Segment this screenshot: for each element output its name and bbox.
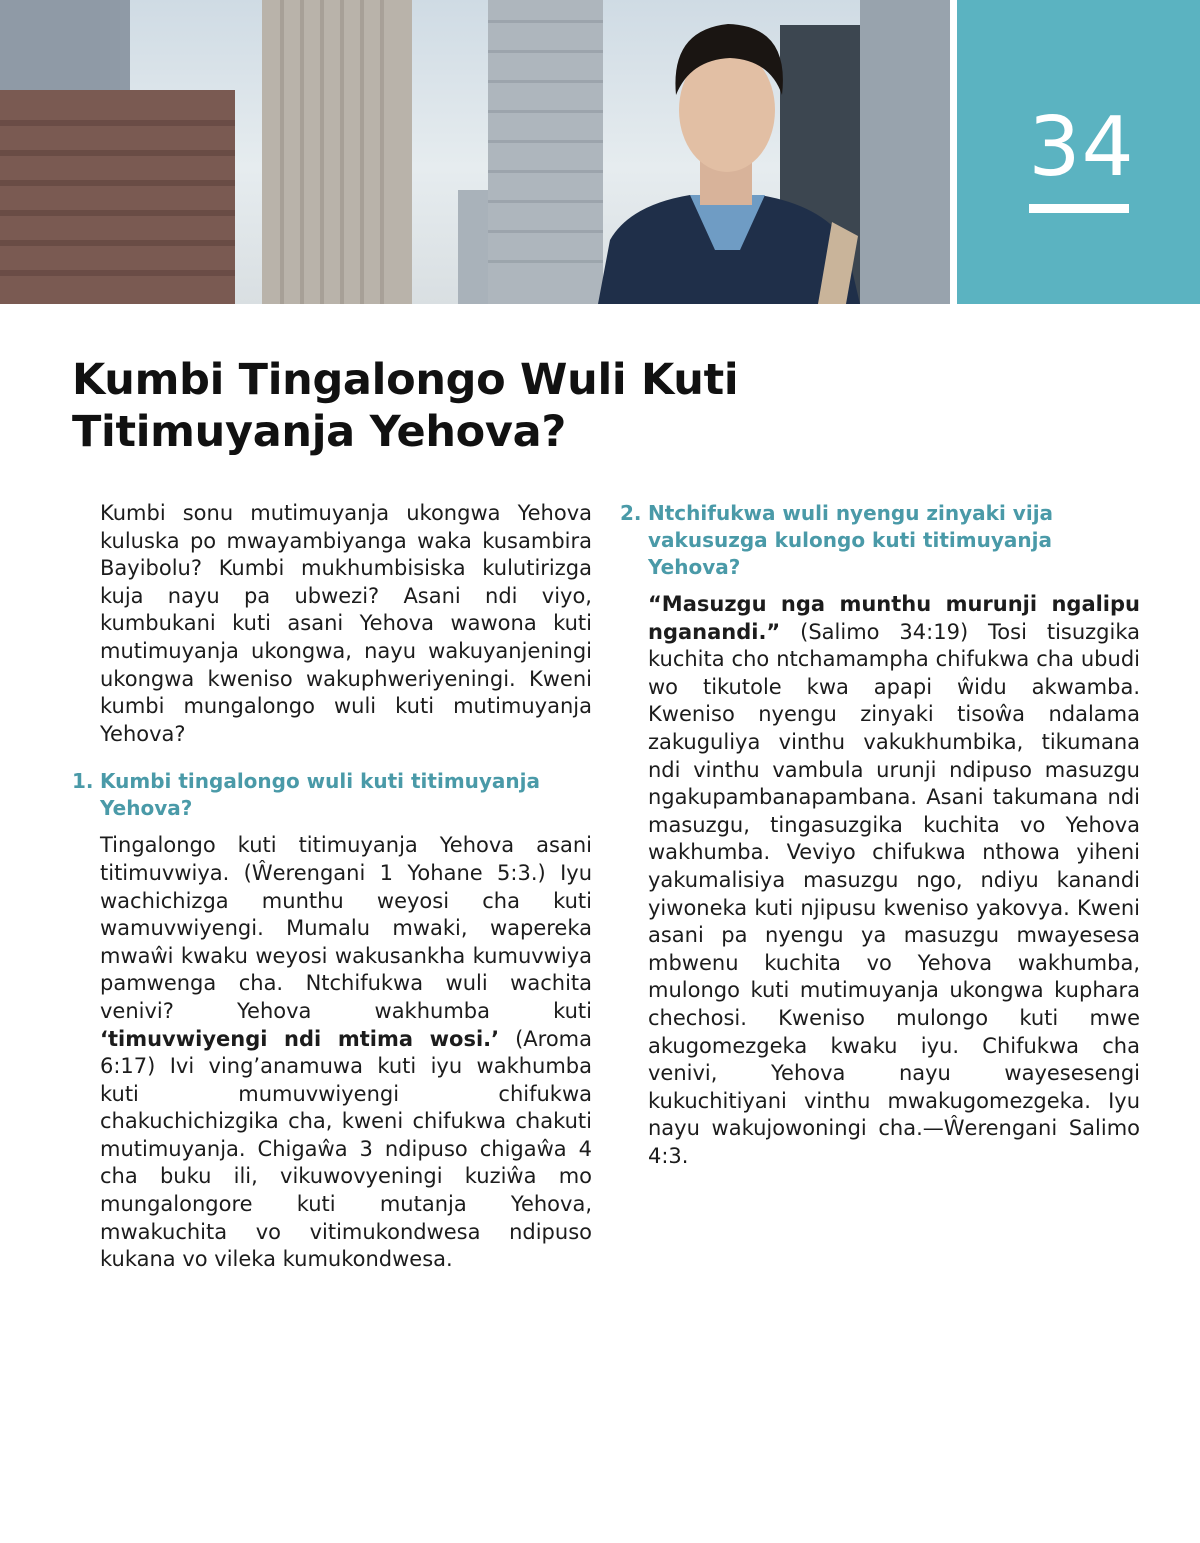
- building: [488, 0, 603, 304]
- left-column: [72, 500, 592, 1274]
- question-number: 1.: [72, 769, 94, 794]
- city-skyline-photo: [0, 0, 950, 304]
- answer-text: (Aroma 6:17) Ivi ving’anamuwa kuti iyu wakhumba kuti mumuvwiyengi chifukwa chakuchichizgika cha, kweni chifukwa chakuti mutimuyanja. Chigaŵa 3 ndipuso chigaŵa 4 cha buku ili, vikuwovyeningi kuziŵa mo mungalongore kuti mutanja Yehova, mwakuchita vo vitimukondwesa ndipuso kukana vo vileka kumukondwesa.: [100, 1026, 592, 1272]
- question-1: [72, 768, 592, 822]
- question-number: 2.: [620, 501, 642, 525]
- intro-paragraph: Kumbi sonu mutimuyanja ukongwa Yehova kuluska po mwayambiyanga waka kusambira Bayibolu? Kumbi mukhumbisiska kulutirizga kuja nayu pa ubwezi? Asani ndi viyo, kumbukani kuti asani Yehova wawona kuti mutimuyanja ukongwa, nayu wakuyanjeningi ukongwa kweniso wakuphweriyeningi. Kweni kumbi mungalongo wuli kuti mutimuyanja Yehova?: [100, 501, 592, 746]
- answer-emphasis: “Masuzgu nga munthu murunji ngalipu nganandi.”: [648, 592, 1140, 644]
- answer-text: (Salimo 34:19) Tosi tisuzgika kuchita cho ntchamampha chifukwa cha ubudi wo tikutole kwa apapi ŵidu akwamba. Kweniso nyengu zinyaki tisoŵa ndalama zakuguliya vinthu vakukhumbika, tikumana ndi vinthu vambula urunji ndipuso masuzgu ngakupambanapambana. Asani takumana ndi masuzgu, tingasuzgika kuchita vo Yehova wakhumba. Veviyo chifukwa nthowa yiheni yakumalisiya masuzgu ngo, ndiyu kanandi yiwoneka kuti njipusu kweniso yakovya. Kweni asani pa nyengu ya masuzgu mwayesesa mbwenu kuchita vo Yehova wakhumba, mulongo kuti mutimuyanja ukongwa kuphara chechosi. Kweniso mulongo kuti mwe akugomezgeka kwaku iyu. Chifukwa cha venivi, Yehova nayu wayesesengi kukuchitiyani vinthu mwakugomezgeka. Iyu nayu wakujowoningi cha.—Ŵerengani Salimo 4:3.: [648, 619, 1140, 1168]
- building: [262, 0, 412, 304]
- question-text: Kumbi tingalongo wuli kuti titimuyanja Yehova?: [100, 769, 541, 821]
- answer-1: [72, 832, 592, 1274]
- question-2: [620, 500, 1140, 581]
- answer-emphasis: ‘timuvwiyengi ndi mtima wosi.’: [100, 1026, 500, 1051]
- lesson-number: 34: [1028, 100, 1135, 195]
- right-column: [620, 500, 1140, 1170]
- page-title: Kumbi Tingalongo Wuli Kuti Titimuyanja Yehova?: [72, 355, 739, 457]
- question-text: Ntchifukwa wuli nyengu zinyaki vija vakusuzga kulongo kuti titimuyanja Yehova?: [648, 501, 1054, 579]
- lesson-number-badge: [957, 0, 1200, 304]
- answer-2: [620, 591, 1140, 1170]
- building: [860, 0, 950, 304]
- header-photo: [0, 0, 950, 304]
- lesson-underline: [1029, 204, 1129, 213]
- answer-text: Tingalongo kuti titimuyanja Yehova asani titimuvwiya. (Ŵerengani 1 Yohane 5:3.) Iyu wachichizga munthu weyosi cha kuti wamuvwiyengi. Mumalu mwaki, wapereka mwaŵi kwaku weyosi wakusankha kumuvwiya pamwenga cha. Ntchifukwa wuli wachita venivi? Yehova wakhumba kuti: [100, 833, 592, 1023]
